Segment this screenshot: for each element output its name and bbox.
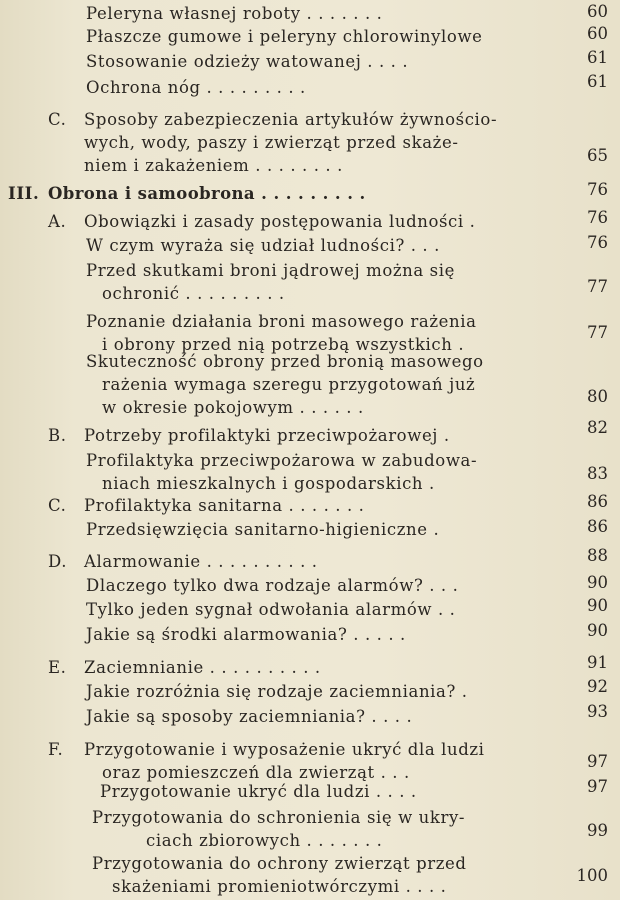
toc-entry [86, 705, 412, 728]
toc-entry-text: i obrony przed nią potrzebą wszystkich . [102, 335, 465, 354]
toc-page-number: 93 [587, 702, 608, 721]
toc-entry [100, 780, 417, 803]
toc-page-number: 77 [587, 277, 608, 296]
toc-entry-text: Tylko jeden sygnał odwołania alarmów . . [86, 600, 456, 619]
toc-entry-text: Peleryna własnej roboty . . . . . . . [86, 4, 383, 23]
toc-entry [92, 806, 465, 852]
toc-page-number: 76 [587, 180, 608, 199]
toc-entry-text: Skuteczność obrony przed bronią masowego [86, 352, 484, 371]
toc-page-number: 83 [587, 464, 608, 483]
toc-page-number: 61 [587, 72, 608, 91]
toc-entry-text: Przygotowania do schronienia się w ukry- [92, 808, 466, 827]
toc-page-number: 90 [587, 573, 608, 592]
toc-page-number: 77 [587, 323, 608, 342]
toc-entry-text: Jakie są sposoby zaciemniania? . . . . [86, 707, 413, 726]
toc-entry-text: Ochrona nóg . . . . . . . . . [86, 78, 306, 97]
toc-entry [86, 234, 440, 257]
toc-entry-text: Profilaktyka przeciwpożarowa w zabudowa- [86, 451, 478, 470]
toc-entry-text: Zaciemnianie . . . . . . . . . . [84, 658, 321, 677]
toc-entry-text: rażenia wymaga szeregu przygotowań już [102, 375, 476, 394]
toc-entry-text: wych, wody, paszy i zwierząt przed skaże- [84, 133, 459, 152]
toc-entry-text: Obrona i samoobrona . . . . . . . . . [48, 184, 366, 203]
toc-entry [86, 598, 456, 621]
toc-entry-text: Dlaczego tylko dwa rodzaje alarmów? . . . [86, 576, 459, 595]
toc-entry [86, 449, 477, 495]
toc-page-number: 90 [587, 596, 608, 615]
toc-entry [48, 738, 485, 784]
toc-section-number: III. [8, 184, 40, 203]
toc-section-letter: C. [48, 496, 67, 515]
toc-page-number: 97 [587, 777, 608, 796]
toc-entry [86, 25, 483, 48]
toc-page-number: 97 [587, 752, 608, 771]
toc-entry-text: ciach zbiorowych . . . . . . . [146, 831, 383, 850]
toc-entry-text: Potrzeby profilaktyki przeciwpożarowej . [84, 426, 450, 445]
toc-page-number: 60 [587, 2, 608, 21]
toc-entry-text: Przygotowanie ukryć dla ludzi . . . . [100, 782, 417, 801]
toc-entry [86, 574, 458, 597]
toc-section-heading [8, 182, 366, 205]
toc-section-letter: F. [48, 740, 64, 759]
toc-page-number: 61 [587, 48, 608, 67]
toc-entry-text: Alarmowanie . . . . . . . . . . [84, 552, 318, 571]
toc-page-number: 100 [576, 866, 608, 885]
toc-entry-text: W czym wyraża się udział ludności? . . . [86, 236, 440, 255]
toc-entry [86, 76, 306, 99]
toc-page-number: 76 [587, 208, 608, 227]
toc-page-number: 88 [587, 546, 608, 565]
toc-entry-text: niem i zakażeniem . . . . . . . . [84, 156, 343, 175]
toc-page-number: 82 [587, 418, 608, 437]
toc-entry-text: Jakie rozróżnia się rodzaje zaciemniania? . [86, 682, 468, 701]
toc-entry-text: oraz pomieszczeń dla zwierząt . . . [102, 763, 410, 782]
toc-entry [86, 259, 455, 305]
toc-entry-text: Obowiązki i zasady postępowania ludności . [84, 212, 476, 231]
toc-entry-text: ochronić . . . . . . . . . [102, 284, 285, 303]
toc-page-number: 86 [587, 492, 608, 511]
toc-entry [48, 656, 321, 679]
toc-entry-text: Profilaktyka sanitarna . . . . . . . [84, 496, 365, 515]
toc-entry-text: w okresie pokojowym . . . . . . [102, 398, 364, 417]
toc-section-letter: C. [48, 110, 67, 129]
toc-entry-text: Sposoby zabezpieczenia artykułów żywnościo- [84, 110, 498, 129]
toc-entry-text: Przed skutkami broni jądrowej można się [86, 261, 455, 280]
toc-page-number: 60 [587, 24, 608, 43]
toc-entry-text: Płaszcze gumowe i peleryny chlorowinylowe [86, 27, 483, 46]
toc-entry [48, 210, 475, 233]
toc-page-number: 99 [587, 821, 608, 840]
toc-entry-text: Przygotowania do ochrony zwierząt przed [92, 854, 467, 873]
toc-entry [86, 50, 408, 73]
toc-entry-text: Poznanie działania broni masowego rażenia [86, 312, 477, 331]
toc-entry-text: skażeniami promieniotwórczymi . . . . [112, 877, 447, 896]
toc-page-number: 76 [587, 233, 608, 252]
toc-section-letter: E. [48, 658, 67, 677]
toc-entry [86, 680, 468, 703]
toc-page-number: 86 [587, 517, 608, 536]
toc-page-number: 90 [587, 621, 608, 640]
toc-entry-text: Przygotowanie i wyposażenie ukryć dla ludzi [84, 740, 485, 759]
toc-section-letter: A. [48, 212, 67, 231]
toc-page-number: 92 [587, 677, 608, 696]
toc-section-letter: B. [48, 426, 67, 445]
toc-page-number: 80 [587, 387, 608, 406]
toc-entry [86, 350, 484, 419]
toc-entry [48, 494, 365, 517]
toc-entry-text: Jakie są środki alarmowania? . . . . . [86, 625, 406, 644]
toc-entry-text: Przedsięwzięcia sanitarno-higieniczne . [86, 520, 440, 539]
toc-entry [48, 424, 450, 447]
toc-entry [92, 852, 467, 898]
toc-entry-text: niach mieszkalnych i gospodarskich . [102, 474, 435, 493]
toc-entry [48, 550, 318, 573]
toc-entry [48, 108, 497, 177]
toc-page-number: 91 [587, 653, 608, 672]
toc-entry [86, 623, 406, 646]
toc-section-letter: D. [48, 552, 68, 571]
toc-entry [86, 518, 439, 541]
toc-entry [86, 2, 383, 25]
toc-entry-text: Stosowanie odzieży watowanej . . . . [86, 52, 409, 71]
toc-page-number: 65 [587, 146, 608, 165]
